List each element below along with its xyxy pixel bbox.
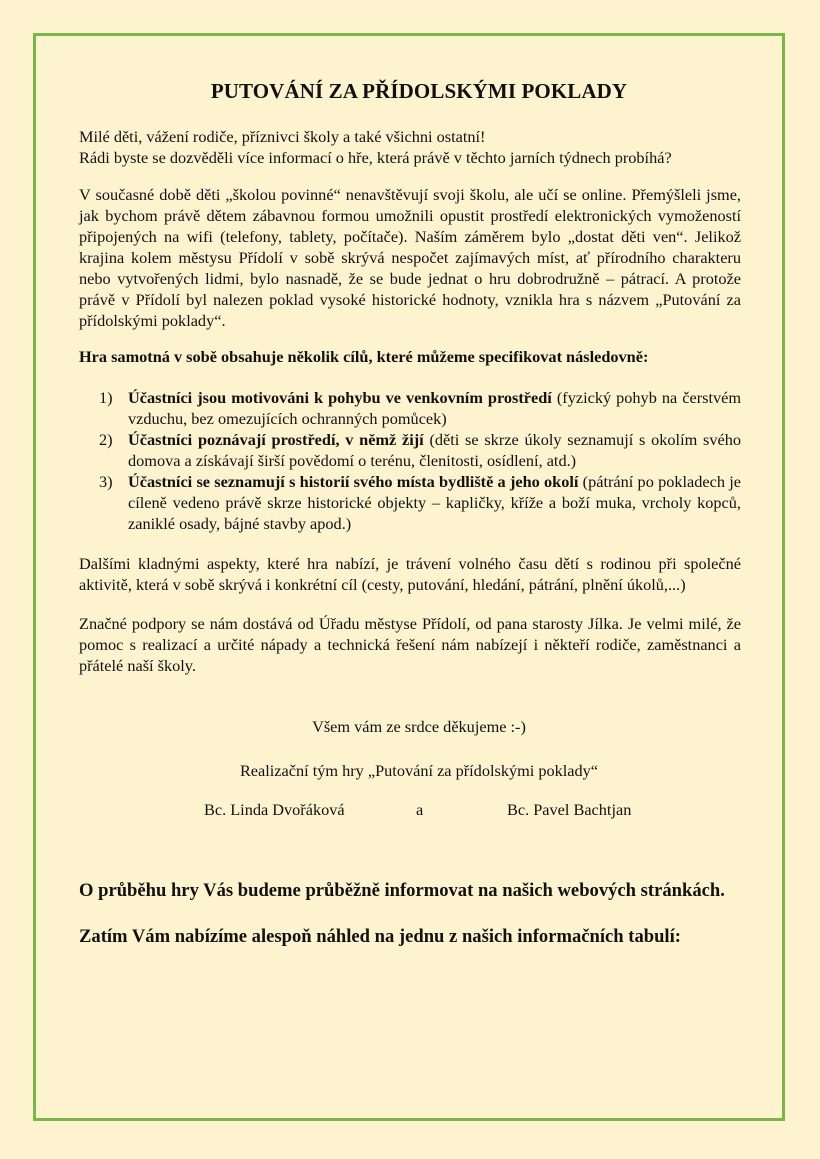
footer-info-web: O průběhu hry Vás budeme průběžně informovat na našich webových stránkách. (79, 880, 725, 901)
list-item (99, 471, 741, 534)
thanks-line: Všem vám ze srdce děkujeme :-) (312, 717, 526, 736)
list-item-text: (pátrání po pokladech je cíleně vedeno právě skrze historické objekty – kapličky, kříže a boží muka, vrcholy kopců, zaniklé osady, bájné stavby apod.) (128, 472, 741, 533)
list-item-number: 3) (99, 472, 113, 491)
paragraph-support: Značné podpory se nám dostává od Úřadu městyse Přídolí, od pana starosty Jílka. Je velmi milé, že pomoc s realizací a určité nápady a technická řešení nám nabízejí i někteří rodiče, zaměstnanci a přátelé naší školy. (79, 614, 741, 675)
name-first: Bc. Linda Dvořáková (204, 800, 345, 819)
list-item (99, 429, 741, 471)
name-conjunction: a (416, 800, 424, 819)
intro-line-1: Milé děti, vážení rodiče, příznivci školy a také všichni ostatní! (79, 127, 486, 146)
list-item-bold: Účastníci se seznamují s historií svého místa bydliště a jeho okolí (128, 472, 579, 491)
team-line: Realizační tým hry „Putování za přídolskými poklady“ (239, 761, 599, 780)
intro (79, 126, 741, 168)
document-title: PUTOVÁNÍ ZA PŘÍDOLSKÝMI POKLADY (210, 79, 628, 103)
goals-list (99, 387, 741, 534)
list-item (99, 387, 741, 429)
list-item-bold: Účastníci poznávají prostředí, v němž žijí (128, 430, 424, 449)
paragraph-aspects: Dalšími kladnými aspekty, které hra nabízí, je trávení volného času dětí s rodinou při společné aktivitě, která v sobě skrývá i konkrétní cíl (cesty, putování, hledání, pátrání, plnění úkolů,...) (79, 554, 741, 594)
list-item-number: 2) (99, 430, 113, 449)
document-body (79, 0, 741, 1159)
goals-heading: Hra samotná v sobě obsahuje několik cílů, které můžeme specifikovat následovně: (79, 347, 649, 366)
list-item-bold: Účastníci jsou motivováni k pohybu ve venkovním prostředí (128, 388, 552, 407)
paragraph-context: V současné době děti „školou povinné“ nenavštěvují svoji školu, ale učí se online. Přemýšleli jsme, jak bychom právě dětem zábavnou formou umožnili opustit prostředí elektronických vymožeností připojených na wifi (telefony, tablety, počítače). Naším záměrem bylo „dostat děti ven“. Jelikož krajina kolem městysu Přídolí v sobě skrývá nespočet zajímavých míst, ať přírodního charakteru nebo vytvořených lidmi, bylo nasnadě, že se bude jednat o hru dobrodružně – pátrací. A protože právě v Přídolí byl nalezen poklad vysoké historické hodnoty, vznikla hra s názvem „Putování za přídolskými poklady“. (79, 185, 741, 330)
list-item-text: (fyzický pohyb na čerstvém vzduchu, bez omezujících ochranných pomůcek) (128, 388, 742, 428)
name-second: Bc. Pavel Bachtjan (507, 800, 632, 819)
footer-info-board: Zatím Vám nabízíme alespoň náhled na jednu z našich informačních tabulí: (79, 926, 681, 947)
list-item-text: (děti se skrze úkoly seznamují s okolím svého domova a získávají širší povědomí o terénu, členitosti, osídlení, atd.) (128, 430, 741, 470)
list-item-number: 1) (99, 388, 113, 407)
intro-line-2: Rádi byste se dozvěděli více informací o hře, která právě v těchto jarních týdnech probíhá? (79, 148, 672, 167)
